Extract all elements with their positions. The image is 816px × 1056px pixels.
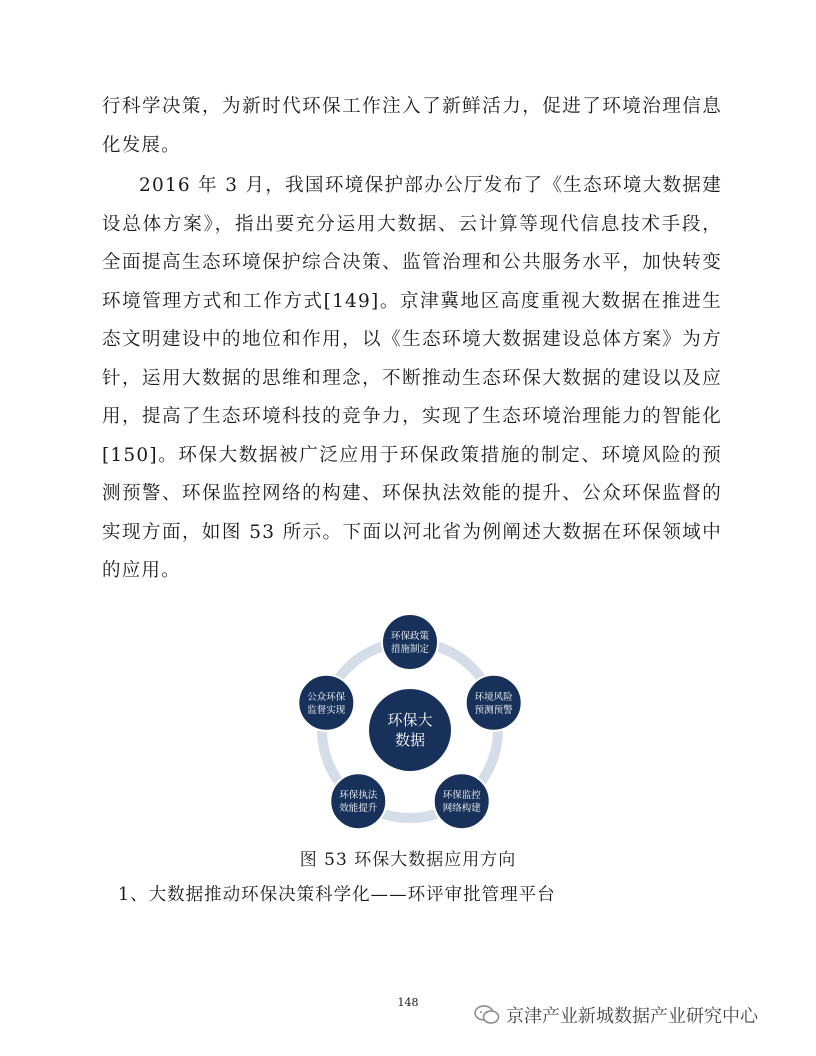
center-label-line-2: 数据 — [394, 731, 426, 749]
diagram-node-3 — [434, 773, 490, 829]
watermark — [474, 1002, 758, 1028]
diagram-node-label: 环保监控 — [442, 790, 481, 802]
wechat-icon — [474, 1004, 500, 1026]
diagram-node-label: 环保执法 — [339, 790, 378, 802]
diagram-node-label: 效能提升 — [339, 803, 378, 815]
paragraph-1: 行科学决策，为新时代环保工作注入了新鲜活力，促进了环境治理信息化发展。 — [102, 96, 722, 156]
diagram-node-circle — [382, 614, 438, 670]
diagram-node-5 — [298, 675, 354, 731]
diagram-node-4 — [330, 773, 386, 829]
diagram-node-label: 网络构建 — [442, 803, 481, 815]
diagram-node-label: 公众环保 — [307, 691, 346, 703]
diagram-node-1 — [382, 614, 438, 670]
watermark-text: 京津产业新城数据产业研究中心 — [506, 1006, 758, 1027]
center-node — [369, 689, 451, 771]
diagram-node-label: 措施制定 — [390, 644, 430, 655]
diagram-node-label: 环境风险 — [474, 691, 513, 703]
diagram-node-2 — [466, 675, 522, 731]
diagram-node-label: 预测预警 — [474, 704, 513, 716]
page-number: 148 — [397, 996, 419, 1009]
diagram-node-label: 环保政策 — [390, 631, 430, 642]
paragraph-2: 2016 年 3 月，我国环境保护部办公厅发布了《生态环境大数据建设总体方案》，指出要充分运用大数据、云计算等现代信息技术手段，全面提高生态环境保护综合决策、监管治理和公共服务水平，加快转变环境管理方式和工作方式[149]。京津冀地区高度重视大数据在推进生态文明建设中的地位和作用，以《生态环境大数据建设总体方案》为方针，运用大数据的思维和理念，不断推动生态环保大数据的建设以及应用，提高了生态环境科技的竞争力，实现了生态环境治理能力的智能化[150]。环保大数据被广泛应用于环保政策措施的制定、环境风险的预测预警、环保监控网络的构建、环保执法效能的提升、公众环保监督的实现方面，如图 53 所示。下面以河北省为例阐述大数据在环保领域中的应用。 — [102, 175, 722, 581]
big-data-diagram — [285, 605, 535, 837]
figure-caption: 图 53 环保大数据应用方向 — [299, 850, 517, 870]
diagram-node-label: 监督实现 — [307, 704, 346, 716]
section-heading: 1、大数据推动环保决策科学化——环评审批管理平台 — [118, 885, 556, 905]
center-label-line-1: 环保大 — [387, 711, 433, 729]
